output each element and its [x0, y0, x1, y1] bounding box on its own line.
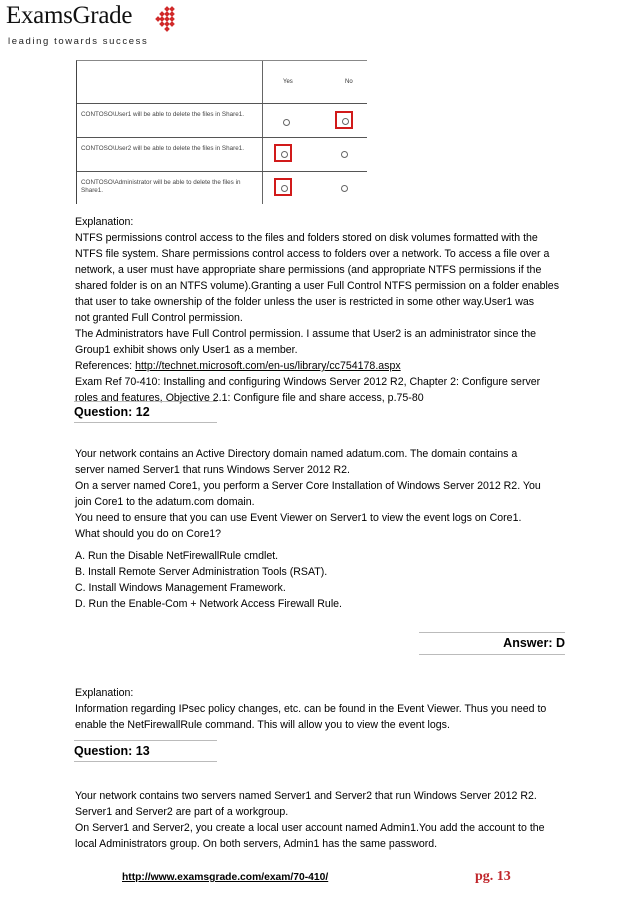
references-label: References:	[75, 360, 133, 372]
text-line: On a server named Core1, you perform a Server Core Installation of Windows Server 2012 R2. You	[75, 480, 541, 492]
text-line: roles and features, Objective 2.1: Configure file and share access, p.75-80	[75, 392, 424, 404]
text-line: enable the NetFirewallRule command. This will allow you to view the event logs.	[75, 719, 450, 731]
text-line: Exam Ref 70-410: Installing and configuring Windows Server 2012 R2, Chapter 2: Configure server	[75, 376, 541, 388]
text-line: join Core1 to the adatum.com domain.	[75, 496, 255, 508]
option-c: C. Install Windows Management Framework.	[75, 582, 286, 594]
option-a: A. Run the Disable NetFirewallRule cmdlet.	[75, 550, 279, 562]
no-radio[interactable]	[341, 151, 348, 158]
question-heading: Question: 12	[74, 401, 217, 423]
row-statement: CONTOSO\Administrator will be able to delete the files in Share1.	[81, 179, 241, 194]
examsgrade-logo	[6, 2, 196, 50]
text-line: You need to ensure that you can use Event Viewer on Server1 to view the event logs on Core1.	[75, 512, 522, 524]
text-line: local Administrators group. On both servers, Admin1 has the same password.	[75, 838, 438, 850]
text-line: On Server1 and Server2, you create a local user account named Admin1.You add the account to the	[75, 822, 545, 834]
no-radio[interactable]	[341, 185, 348, 192]
column-no-header: No	[345, 79, 353, 85]
text-line: Server1 and Server2 are part of a workgroup.	[75, 806, 289, 818]
text-line: network, a user must have appropriate share permissions (and appropriate NTFS permissions if the	[75, 264, 542, 276]
option-d: D. Run the Enable-Com + Network Access Firewall Rule.	[75, 598, 343, 610]
text-line: Group1 exhibit shows only User1 as a member.	[75, 344, 298, 356]
question-body	[75, 788, 562, 852]
logo-name: ExamsGrade	[6, 2, 133, 29]
option-b: B. Install Remote Server Administration Tools (RSAT).	[75, 566, 328, 578]
question-heading: Question: 13	[74, 740, 217, 762]
answer-table	[76, 60, 367, 204]
text-line: NTFS file system. Share permissions control access to folders over a network. To access a file over a	[75, 248, 550, 260]
text-line: not granted Full Control permission.	[75, 312, 243, 324]
explanation-block	[75, 214, 562, 406]
text-line: shared folder is on an NTFS volume).Granting a user Full Control NTFS permission on a folder enables	[75, 280, 559, 292]
text-line: Your network contains an Active Directory domain named adatum.com. The domain contains a	[75, 448, 518, 460]
reference-link[interactable]: http://technet.microsoft.com/en-us/library/cc754178.aspx	[135, 360, 401, 372]
text-line: Explanation:	[75, 216, 134, 228]
question-body	[75, 446, 562, 542]
table-row	[77, 171, 367, 205]
text-line: NTFS permissions control access to the files and folders stored on disk volumes formatted with the	[75, 232, 538, 244]
logo-tagline: leading towards success	[8, 36, 149, 47]
answer-box: Answer: D	[419, 632, 565, 655]
text-line: Information regarding IPsec policy changes, etc. can be found in the Event Viewer. Thus you need to	[75, 703, 547, 715]
yes-radio[interactable]	[281, 185, 288, 192]
column-yes-header: Yes	[283, 79, 293, 85]
row-statement: CONTOSO\User1 will be able to delete the files in Share1.	[81, 111, 244, 118]
text-line: server named Server1 that runs Windows Server 2012 R2.	[75, 464, 350, 476]
explanation-block	[75, 685, 562, 733]
no-radio[interactable]	[342, 118, 349, 125]
footer-url-link[interactable]: http://www.examsgrade.com/exam/70-410/	[122, 872, 329, 883]
text-line: What should you do on Core1?	[75, 528, 222, 540]
row-statement: CONTOSO\User2 will be able to delete the files in Share1.	[81, 145, 244, 152]
text-line: Your network contains two servers named Server1 and Server2 that run Windows Server 2012 R2.	[75, 790, 537, 802]
yes-radio[interactable]	[283, 119, 290, 126]
text-line: that user to take ownership of the folder unless the user is restricted in some other way.User1 was	[75, 296, 535, 308]
logo-dots-icon	[156, 7, 178, 29]
references-line	[75, 358, 562, 374]
text-line: Explanation:	[75, 687, 134, 699]
yes-radio[interactable]	[281, 151, 288, 158]
text-line: The Administrators have Full Control permission. I assume that User2 is an administrator since the	[75, 328, 537, 340]
page-number: pg. 13	[475, 869, 511, 884]
answer-options	[75, 548, 562, 612]
